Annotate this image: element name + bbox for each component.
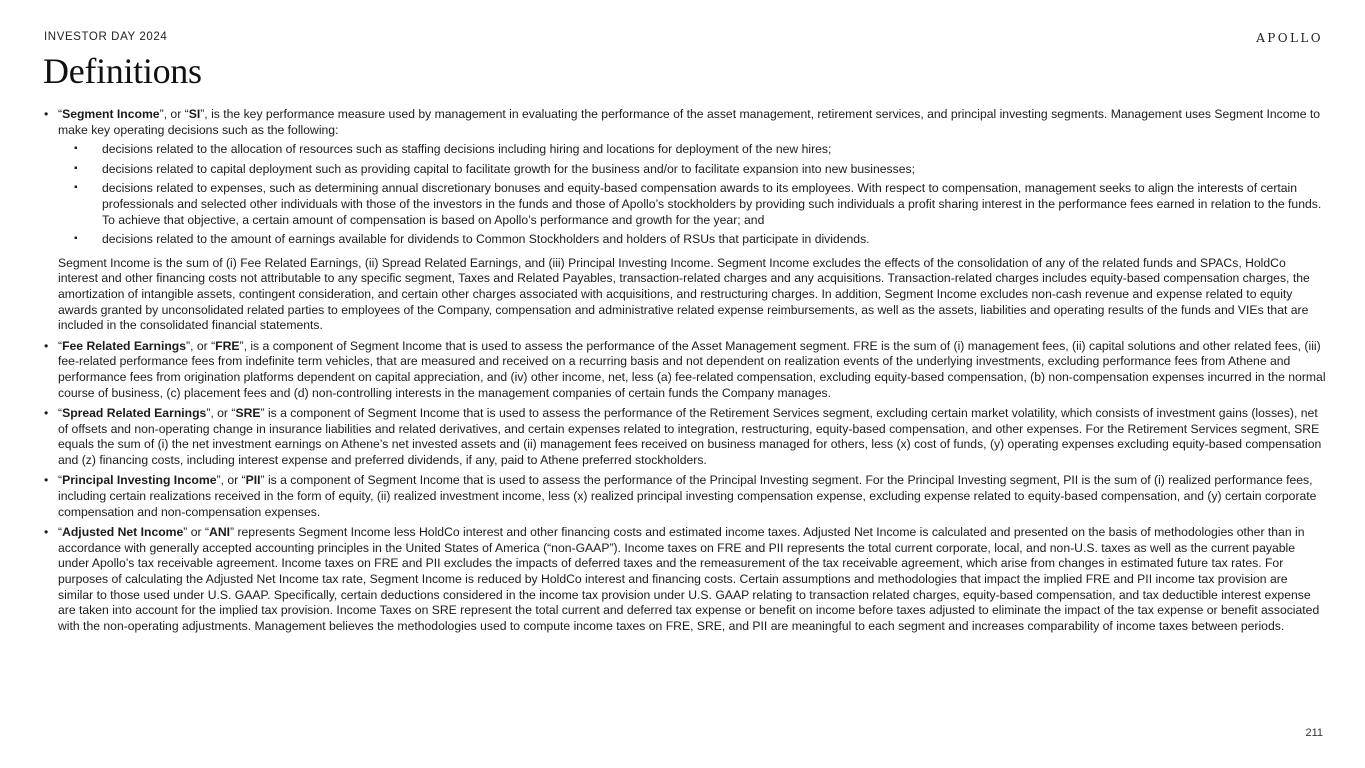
sub-bullet-text: decisions related to the allocation of resources such as staffing decisions including hiring and locations for deployment of the new hires; — [102, 142, 832, 157]
header-tag: INVESTOR DAY 2024 — [44, 31, 168, 43]
bullet: • — [44, 107, 49, 121]
definition-fee-related-earnings — [44, 339, 1326, 401]
definition-text: ” represents Segment Income less HoldCo interest and other financing costs and estimated income taxes. Adjusted Net Income is calculated and presented on the basis of methodologies other than in accordance with generally accepted accounting principles in the United States of America (“non-GAAP”). Income taxes on FRE and PII represents the total current corporate, local, and non-U.S. taxes as well as the current payable under Apollo’s tax receivable agreement. Income taxes on FRE and PII excludes the impacts of deferred taxes and the remeasurement of the tax receivable agreement, which arise from changes in estimated future tax rates. For purposes of calculating the Adjusted Net Income tax rate, Segment Income is reduced by HoldCo interest and financing costs. Certain assumptions and methodologies that impact the implied FRE and PII income tax provision are similar to those used under U.S. GAAP. Specifically, certain deductions considered in the income tax provision under U.S. GAAP relating to transaction related charges, equity-based compensation, and tax deductible interest expense are taken into account for the implied tax provision. Income Taxes on SRE represent the total current and deferred tax expense or benefit on income before taxes adjusted to eliminate the impact of the tax expense or benefit associated with the non-operating adjustments. Management believes the methodologies used to compute income taxes on FRE, SRE, and PII are meaningful to each segment and increases comparability of income taxes between periods. — [58, 525, 1320, 633]
abbreviation: ANI — [209, 525, 231, 540]
quote-open: “ — [58, 107, 63, 121]
definition-text: ” is a component of Segment Income that is used to assess the performance of the Principal Investing segment. For the Principal Investing segment, PII is the sum of (i) realized performance fees, including certain realizations received in the form of equity, (ii) realized investment income, less (x) realized principal investing compensation expense, excluding expense related to equity-based compensation, and (y) certain corporate compensation and non-compensation expenses. — [58, 473, 1317, 519]
sub-bullet — [58, 232, 1326, 248]
quote-open: “ — [58, 338, 63, 353]
sub-bullet-marker: ▪ — [74, 162, 78, 174]
segment-income-paragraph: Segment Income is the sum of (i) Fee Related Earnings, (ii) Spread Related Earnings, and (iii) Principal Investing Income. Segment Income excludes the effects of the consolidation of any of the related funds and SPACs, HoldCo interest and other financing costs not attributable to any specific segment, Taxes and Related Payables, transaction-related charges and any acquisitions. Transaction-related charges includes equity-based compensation charges, the amortization of intangible assets, contingent consideration, and certain other charges associated with acquisitions, and restructuring charges. In addition, Segment Income excludes non-cash revenue and expense related to equity awards granted by unconsolidated related parties to employees of the Company, compensation and administrative related expense reimbursements, as well as the assets, liabilities and operating results of the funds and VIEs that are included in the consolidated financial statements. — [58, 255, 1310, 333]
bullet: • — [44, 525, 49, 540]
quote-mid: ”, or “ — [206, 406, 236, 421]
definition-spread-related-earnings — [44, 406, 1326, 468]
sub-bullet — [58, 162, 1326, 178]
page-title: Definitions — [43, 51, 202, 91]
term: Spread Related Earnings — [62, 406, 207, 421]
term: Fee Related Earnings — [62, 338, 187, 353]
abbreviation: PII — [245, 473, 261, 488]
quote-mid: ”, or “ — [216, 473, 246, 488]
sub-bullet-marker: ▪ — [74, 182, 78, 194]
term: Segment Income — [62, 107, 160, 121]
quote-open: “ — [58, 525, 63, 540]
apollo-logo: APOLLO — [1256, 31, 1323, 45]
term: Principal Investing Income — [62, 473, 217, 488]
bullet: • — [44, 338, 49, 353]
page-number: 211 — [1305, 727, 1323, 739]
definition-adjusted-net-income — [44, 525, 1326, 634]
abbreviation: FRE — [215, 338, 240, 353]
bullet: • — [44, 406, 49, 421]
definition-principal-investing-income — [44, 473, 1326, 520]
sub-bullet — [58, 142, 1326, 158]
quote-mid: ”, or “ — [186, 338, 216, 353]
bullet: • — [44, 473, 49, 488]
sub-bullet-marker: ▪ — [74, 233, 78, 245]
definition-text: ”, is a component of Segment Income that is used to assess the performance of the Asset Management segment. FRE is the sum of (i) management fees, (ii) capital solutions and other related fees, (iii) fee-related performance fees from indefinite term vehicles, that are measured and received on a recurring basis and not dependent on realization events of the underlying investments, excluding performance fees from Athene and performance fees from origination platforms dependent on capital appreciation, and (iv) other income, net, less (a) fee-related compensation, excluding equity-based compensation, (b) non-compensation expenses incurred in the normal course of business, (c) placement fees and (d) non-controlling interests in the management companies of certain funds the Company manages. — [58, 338, 1326, 400]
abbreviation: SRE — [235, 406, 261, 421]
quote-open: “ — [58, 473, 63, 488]
sub-bullet-text: decisions related to the amount of earnings available for dividends to Common Stockholders and holders of RSUs that participate in dividends. — [102, 232, 870, 247]
quote-mid: ” or “ — [183, 525, 210, 540]
definitions-list — [44, 107, 1326, 639]
definition-text: ”, is the key performance measure used by management in evaluating the performance of the asset management, retirement services, and principal investing segments. Management uses Segment Income to make key operating decisions such as the following: — [58, 107, 1321, 137]
definition-segment-income — [44, 107, 1326, 248]
sub-bullet-text: decisions related to expenses, such as determining annual discretionary bonuses and equity-based compensation awards to its employees. With respect to compensation, management seeks to align the interests of certain professionals and selected other individuals with those of the investors in the funds and those of Apollo’s stockholders by providing such individuals a profit sharing interest in the performance fees earned in relation to the funds. To achieve that objective, a certain amount of compensation is based on Apollo’s performance and growth for the year; and — [102, 181, 1322, 227]
quote-mid: ”, or “ — [159, 107, 189, 121]
term: Adjusted Net Income — [62, 525, 184, 540]
sub-bullet — [58, 181, 1326, 228]
definition-text: ” is a component of Segment Income that is used to assess the performance of the Retirement Services segment, excluding certain market volatility, which consists of investment gains (losses), net of offsets and non-operating change in insurance liabilities and related derivatives, and certain expenses related to integration, restructuring, equity-based compensation, and other expenses. For the Retirement Services segment, SRE equals the sum of (i) the net investment earnings on Athene’s net invested assets and (ii) management fees received on business managed for others, less (x) cost of funds, (y) operating expenses excluding equity-based compensation and (z) financing costs, including interest expense and preferred dividends, if any, paid to Athene preferred stockholders. — [58, 406, 1322, 467]
sub-bullet-text: decisions related to capital deployment such as providing capital to facilitate growth for the business and/or to facilitate expansion into new businesses; — [102, 161, 915, 176]
sub-bullet-marker: ▪ — [74, 143, 78, 155]
quote-open: “ — [58, 406, 63, 421]
abbreviation: SI — [188, 107, 201, 121]
